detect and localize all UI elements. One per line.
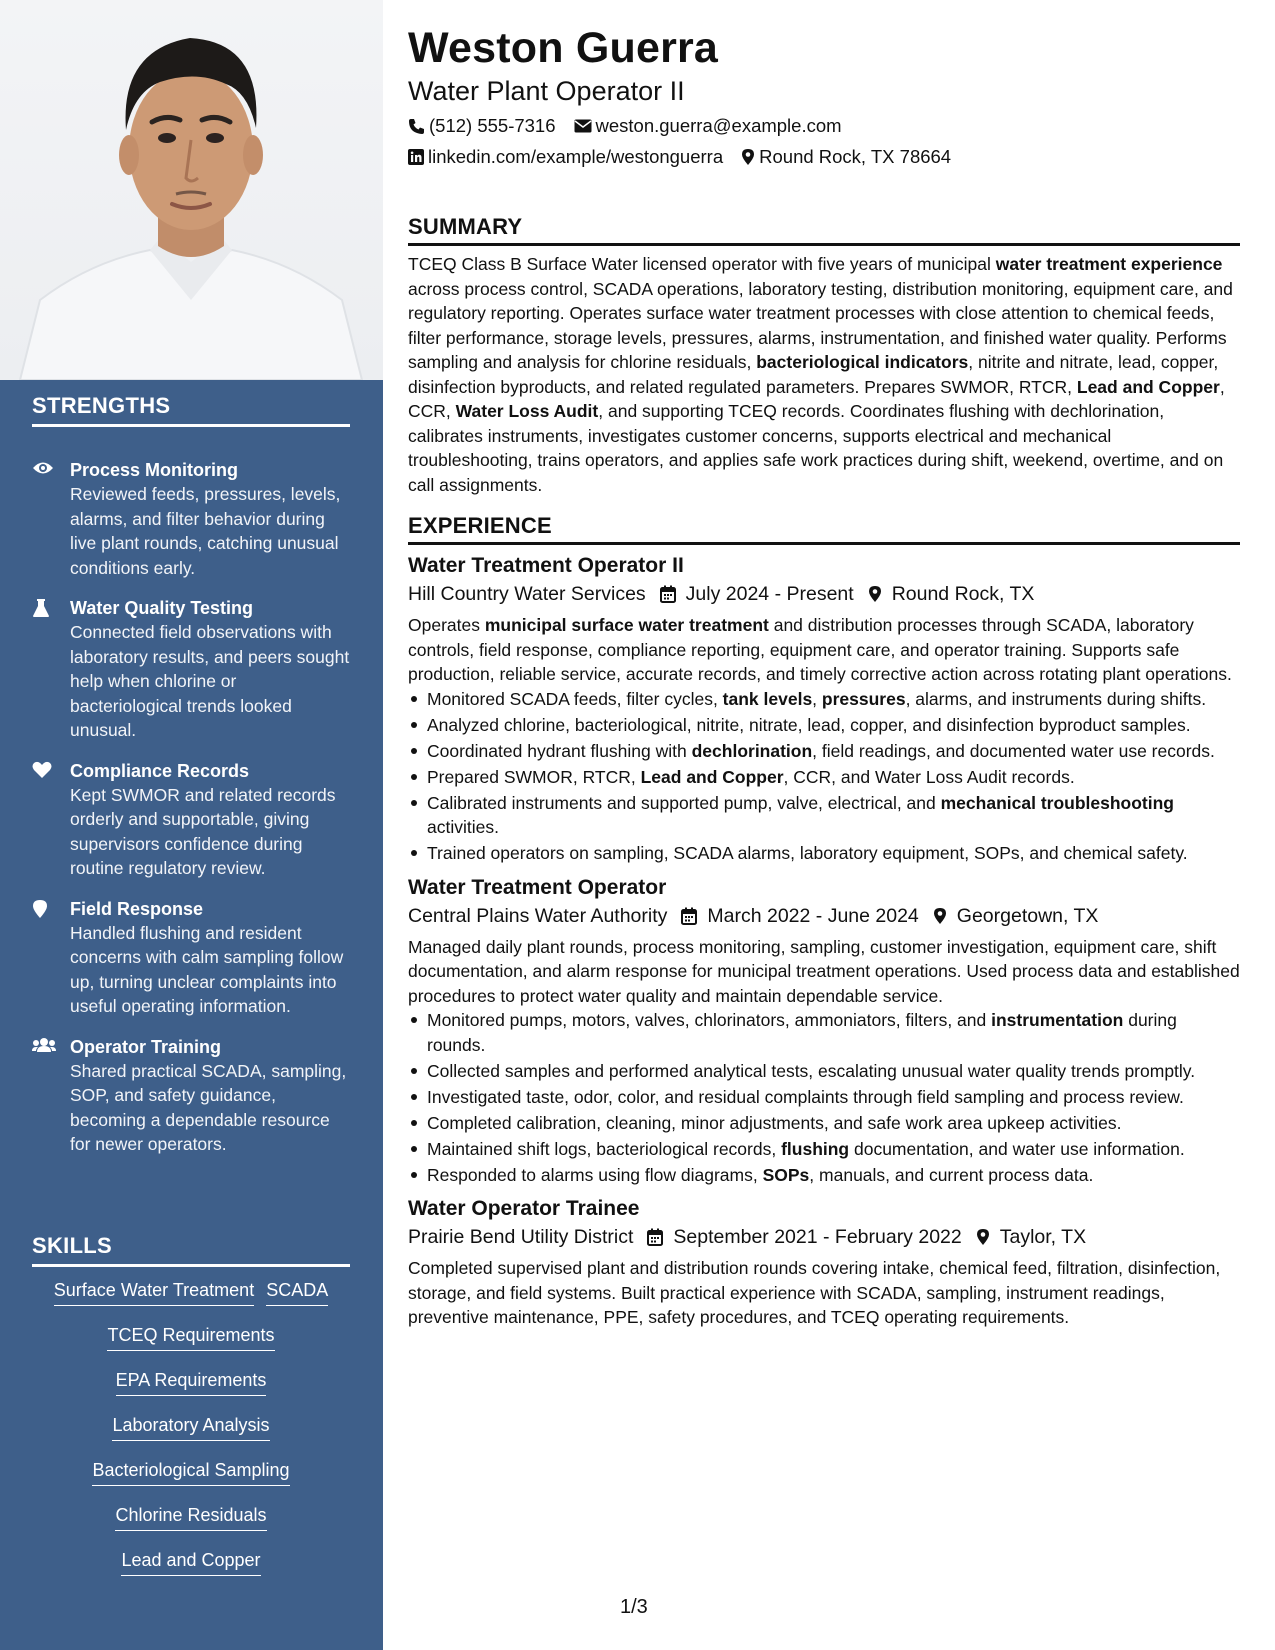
bullet-item: Prepared SWMOR, RTCR, Lead and Copper, CCR, and Water Loss Audit records.: [408, 765, 1240, 790]
envelope-icon: [574, 119, 592, 133]
strength-item: [32, 458, 352, 580]
bullet-item: Trained operators on sampling, SCADA alarms, laboratory equipment, SOPs, and chemical safety.: [408, 841, 1240, 866]
company-name: Central Plains Water Authority: [408, 904, 668, 927]
email-contact[interactable]: [574, 113, 842, 139]
job-dates: July 2024 - Present: [685, 583, 854, 605]
strength-item: [32, 596, 352, 743]
contact-row: [408, 144, 1240, 170]
location-text: Round Rock, TX 78664: [759, 146, 952, 167]
strength-item: [32, 759, 352, 881]
bullet-item: Collected samples and performed analytical tests, escalating unusual water quality trends promptly.: [408, 1059, 1240, 1084]
skills-heading: SKILLS: [32, 1233, 350, 1267]
skill-tag: Chlorine Residuals: [115, 1503, 266, 1531]
page-number: 1/3: [620, 1596, 648, 1618]
job-description: Operates municipal surface water treatment and distribution processes through SCADA, laboratory controls, field response, compliance reporting, equipment care, and operator training. Supports safe production, reliable service, accurate records, and timely corrective action across rotating plant operations.: [408, 615, 1232, 684]
strengths-heading: STRENGTHS: [32, 393, 350, 427]
strength-desc: Handled flushing and resident concerns with calm sampling follow up, turning unclear complaints into useful operating information.: [70, 922, 344, 1016]
bullet-item: Coordinated hydrant flushing with dechlorination, field readings, and documented water use records.: [408, 739, 1240, 764]
candidate-name: Weston Guerra: [408, 24, 719, 72]
bullet-item: Completed calibration, cleaning, minor adjustments, and safe work area upkeep activities.: [408, 1111, 1240, 1136]
strength-desc: Kept SWMOR and related records orderly and supportable, giving supervisors confidence during routine regulatory review.: [70, 784, 336, 878]
map-pin-icon: [933, 907, 947, 925]
skill-tag: Laboratory Analysis: [112, 1413, 269, 1441]
skills-list: [32, 1278, 350, 1593]
strength-desc: Reviewed feeds, pressures, levels, alarms, and filter behavior during live plant rounds, catching unusual conditions early.: [70, 484, 341, 578]
job-dates: March 2022 - June 2024: [707, 904, 919, 927]
calendar-icon: [660, 585, 676, 603]
strength-item: [32, 1035, 352, 1157]
main-content: [408, 22, 1240, 1330]
company-name: Prairie Bend Utility District: [408, 1226, 634, 1248]
summary-text: TCEQ Class B Surface Water licensed operator with five years of municipal water treatment experience across process control, SCADA operations, laboratory testing, distribution monitoring, equipment care, and regulatory reporting. Operates surface water treatment processes with close attention to chemical feeds, filter performance, storage levels, pressures, alarms, instrumentation, and finished water quality. Performs sampling and analysis for chlorine residuals, bacteriological indicators, nitrite and nitrate, lead, copper, disinfection byproducts, and related regulated parameters. Prepares SWMOR, RTCR, Lead and Copper, CCR, Water Loss Audit, and supporting TCEQ records. Coordinates flushing with dechlorination, calibrates instruments, investigates customer concerns, supports electrical and mechanical troubleshooting, trains operators, and applies safe work practices during shift, weekend, overtime, and on call assignments.: [408, 254, 1233, 495]
map-pin-icon: [32, 897, 70, 1019]
job-dates: September 2021 - February 2022: [673, 1226, 962, 1248]
summary-heading: SUMMARY: [408, 214, 1240, 246]
strength-item: [32, 897, 352, 1019]
job-meta: [408, 1223, 1240, 1251]
sidebar: [0, 0, 383, 1650]
strength-title: Process Monitoring: [70, 460, 239, 480]
flask-icon: [32, 596, 70, 743]
location-contact: [741, 144, 951, 170]
experience-heading: EXPERIENCE: [408, 513, 1240, 545]
eye-icon: [32, 458, 70, 580]
job-meta: [408, 902, 1240, 930]
skill-tag: SCADA: [266, 1278, 328, 1306]
strength-desc: Shared practical SCADA, sampling, SOP, and safety guidance, becoming a dependable resource for newer operators.: [70, 1060, 347, 1154]
users-icon: [32, 1035, 70, 1157]
skill-tag: EPA Requirements: [116, 1368, 267, 1396]
candidate-title: Water Plant Operator II: [408, 76, 685, 106]
strength-desc: Connected field observations with laboratory results, and peers sought help when chlorine or bacteriological trends looked unusual.: [70, 622, 350, 740]
phone-contact[interactable]: [408, 113, 556, 139]
bullet-item: Maintained shift logs, bacteriological records, flushing documentation, and water use information.: [408, 1137, 1240, 1162]
map-pin-icon: [868, 585, 882, 603]
skill-tag: TCEQ Requirements: [107, 1323, 274, 1351]
company-name: Hill Country Water Services: [408, 583, 646, 605]
job-location: Round Rock, TX: [891, 583, 1035, 605]
skill-tag: Surface Water Treatment: [54, 1278, 254, 1306]
job-meta: [408, 580, 1240, 608]
profile-photo: [0, 0, 383, 380]
job-description: Completed supervised plant and distribution rounds covering intake, chemical feed, filtration, disinfection, storage, and field systems. Built practical experience with SCADA, sampling, instrument readings, preventive maintenance, PPE, safety procedures, and TCEQ operating requirements.: [408, 1258, 1221, 1327]
phone-icon: [408, 118, 425, 135]
strength-title: Water Quality Testing: [70, 598, 254, 618]
bullet-item: Calibrated instruments and supported pump, valve, electrical, and mechanical troubleshooting activities.: [408, 791, 1240, 840]
bullet-item: Responded to alarms using flow diagrams, SOPs, manuals, and current process data.: [408, 1163, 1240, 1188]
linkedin-contact[interactable]: [408, 144, 723, 170]
job-entry: [408, 1195, 1240, 1330]
phone-text: (512) 555-7316: [429, 115, 556, 136]
skill-tag: Bacteriological Sampling: [92, 1458, 289, 1486]
strength-title: Operator Training: [70, 1036, 222, 1057]
map-pin-icon: [741, 148, 755, 166]
strength-title: Field Response: [70, 898, 204, 919]
job-location: Taylor, TX: [999, 1226, 1087, 1248]
job-bullets: [408, 687, 1240, 866]
strength-title: Compliance Records: [70, 760, 250, 781]
linkedin-text: linkedin.com/example/westonguerra: [428, 146, 724, 167]
email-text: weston.guerra@example.com: [595, 115, 842, 136]
skill-tag: Lead and Copper: [121, 1548, 260, 1576]
calendar-icon: [647, 1228, 663, 1246]
strengths-list: [32, 458, 352, 1173]
job-bullets: [408, 1008, 1240, 1187]
job-title: Water Treatment Operator II: [408, 554, 684, 577]
bullet-item: Investigated taste, odor, color, and residual complaints through field sampling and process review.: [408, 1085, 1240, 1110]
map-pin-icon: [976, 1228, 990, 1246]
job-entry: [408, 874, 1240, 1188]
bullet-item: Analyzed chlorine, bacteriological, nitrite, nitrate, lead, copper, and disinfection byproduct samples.: [408, 713, 1240, 738]
linkedin-icon: [408, 149, 424, 165]
job-title: Water Treatment Operator: [408, 875, 667, 899]
job-location: Georgetown, TX: [956, 904, 1099, 927]
contact-row: [408, 113, 1240, 139]
job-title: Water Operator Trainee: [408, 1197, 640, 1220]
heart-icon: [32, 759, 70, 881]
calendar-icon: [681, 907, 697, 925]
bullet-item: Monitored SCADA feeds, filter cycles, tank levels, pressures, alarms, and instruments during shifts.: [408, 687, 1240, 712]
bullet-item: Monitored pumps, motors, valves, chlorinators, ammoniators, filters, and instrumentation during rounds.: [408, 1008, 1240, 1057]
job-description: Managed daily plant rounds, process monitoring, sampling, customer investigation, equipment care, shift documentation, and alarm response for municipal treatment operations. Used process data and established procedures to protect water quality and maintain dependable service.: [408, 936, 1240, 1006]
job-entry: [408, 552, 1240, 866]
